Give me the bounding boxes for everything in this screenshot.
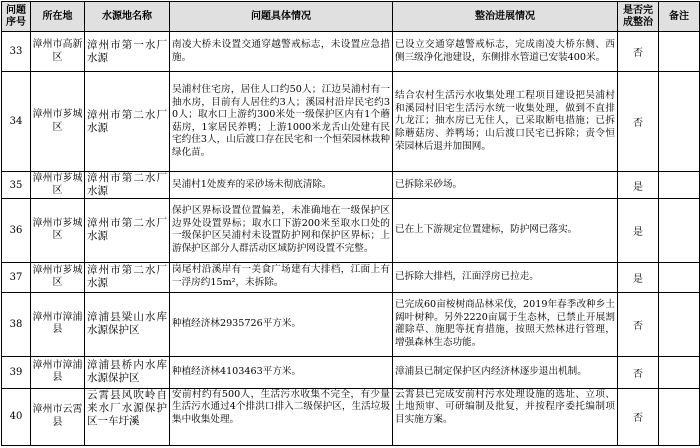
row-source: 漳州市第二水厂水源: [85, 262, 170, 292]
row-note: [659, 72, 700, 172]
row-issue: [170, 262, 393, 292]
row-no: 34: [2, 72, 31, 172]
row-city: 漳州市高新区: [31, 32, 85, 72]
row-progress: 已完成60亩桉树商品林采伐，2019年春季改种乡土阔叶树种。另外2220亩属于生态林，已禁止开展割灌除草、施肥等抚育措施，按照天然林进行管理，增强森林生态功能。: [393, 292, 618, 356]
row-city: 漳州市芗城区: [31, 262, 85, 292]
row-issue: 保护区界标设置位置偏差，未准确地在一级保护区边界处设置界标；取水口下游200米至取水口处的一级保护区吴浦村未设置防护网和保护区界标；上游保护区部分人群活动区域防护网设置不完整。: [170, 199, 393, 262]
row-issue: 吴浦村1处废弃的采砂场未彻底清除。: [170, 172, 393, 199]
row-completed: 否: [618, 292, 659, 356]
row-source: 漳浦县桥内水库水源保护区: [85, 356, 170, 388]
header-issue: 问题具体情况: [170, 2, 393, 32]
row-note: [659, 262, 700, 292]
row-completed: 是: [618, 199, 659, 262]
row-progress: 云霄县已完成安前村污水处理设施的选址、立项、土地预审、可研编制及批复，并按程序委托编制项目实施方案。: [393, 388, 618, 445]
row-completed: 否: [618, 32, 659, 72]
row-source: 漳州市第二水厂水源: [85, 172, 170, 199]
row-completed: 否: [618, 388, 659, 445]
row-issue: 种植经济林2935726平方米。: [170, 292, 393, 356]
row-source: 漳州市第二水厂水源: [85, 199, 170, 262]
row-note: [659, 172, 700, 199]
row-source: 漳浦县梁山水库水源保护区: [85, 292, 170, 356]
row-source: 云霄县风吹岭自来水厂水源保护区一车圩溪: [85, 388, 170, 445]
row-note: [659, 356, 700, 388]
row-progress: 漳浦县已制定保护区内经济林逐步退出机制。: [393, 356, 618, 388]
row-progress: 已拆除大排档，江面浮房已拉走。: [393, 262, 618, 292]
table-row: [2, 32, 700, 72]
table-row: [2, 356, 700, 388]
row-no: 36: [2, 199, 31, 262]
issue-text-before-unit: 岗尾村沿溪岸有一美食广场建有大排档，江面上有一浮房约15m²，未拆除。: [172, 264, 390, 289]
row-city: 漳州市云霄县: [31, 388, 85, 445]
row-city: 漳州市芗城区: [31, 199, 85, 262]
row-no: 37: [2, 262, 31, 292]
row-completed: 否: [618, 356, 659, 388]
row-issue: 吴浦村住宅房，居住人口约50人；江边吴浦村有一抽水房，目前有人居住约3人；溪园村沿岸民宅约30人；取水口上游约300米处一级保护区内有1个蘑菇房，1家居民养鸭；上游1000米龙舌山处建有民宅约住3人，山后渡口存在民宅和一个恒荣园林栽种绿化苗。: [170, 72, 393, 172]
row-city: 漳州市芗城区: [31, 72, 85, 172]
row-no: 39: [2, 356, 31, 388]
header-source: 水源地名称: [85, 2, 170, 32]
table-row: [2, 172, 700, 199]
table-row: [2, 72, 700, 172]
table-row: [2, 388, 700, 445]
row-no: 40: [2, 388, 31, 445]
header-no: 问题序号: [2, 2, 31, 32]
row-progress: 已在上下游规定位置建标，防护网已落实。: [393, 199, 618, 262]
row-source: 漳州市第二水厂水源: [85, 72, 170, 172]
row-completed: 否: [618, 72, 659, 172]
row-note: [659, 292, 700, 356]
row-progress: 已设立交通穿越警戒标志，完成南凌大桥东侧、西侧三级净化池建设，东侧排水管道已安装400米。: [393, 32, 618, 72]
header-city: 所在地: [31, 2, 85, 32]
row-source: 漳州市第一水厂水源: [85, 32, 170, 72]
row-no: 38: [2, 292, 31, 356]
header-note: 备注: [659, 2, 700, 32]
row-completed: 是: [618, 262, 659, 292]
row-completed: 是: [618, 172, 659, 199]
table-row: [2, 199, 700, 262]
row-note: [659, 32, 700, 72]
table-row: [2, 262, 700, 292]
row-city: 漳州市漳浦县: [31, 356, 85, 388]
row-city: 漳州市漳浦县: [31, 292, 85, 356]
row-issue: 安前村约有500人，生活污水收集不完全，有少量生活污水通过4个排洪口排入二级保护区，生活垃圾集中收集处理。: [170, 388, 393, 445]
row-progress: 已拆除采砂场。: [393, 172, 618, 199]
header-progress: 整治进展情况: [393, 2, 618, 32]
row-no: 33: [2, 32, 31, 72]
row-note: [659, 388, 700, 445]
row-issue: 种植经济林4103463平方米。: [170, 356, 393, 388]
row-progress: 结合农村生活污水收集处理工程项目建设把吴浦村和溪园村旧宅生活污水统一收集处理，做到不直排九龙江；抽水房已无住人，已采取断电措施；已拆除蘑菇房、养鸭场；山后渡口民宅已拆除；责令恒荣园林后退并加围网。: [393, 72, 618, 172]
row-city: 漳州市芗城区: [31, 172, 85, 199]
row-note: [659, 199, 700, 262]
row-issue: 南凌大桥未设置交通穿越警戒标志，未设置应急措施。: [170, 32, 393, 72]
table-row: [2, 292, 700, 356]
header-completed: 是否完成整治: [618, 2, 659, 32]
row-no: 35: [2, 172, 31, 199]
rectification-table: [1, 1, 700, 446]
header-row: [2, 2, 700, 32]
